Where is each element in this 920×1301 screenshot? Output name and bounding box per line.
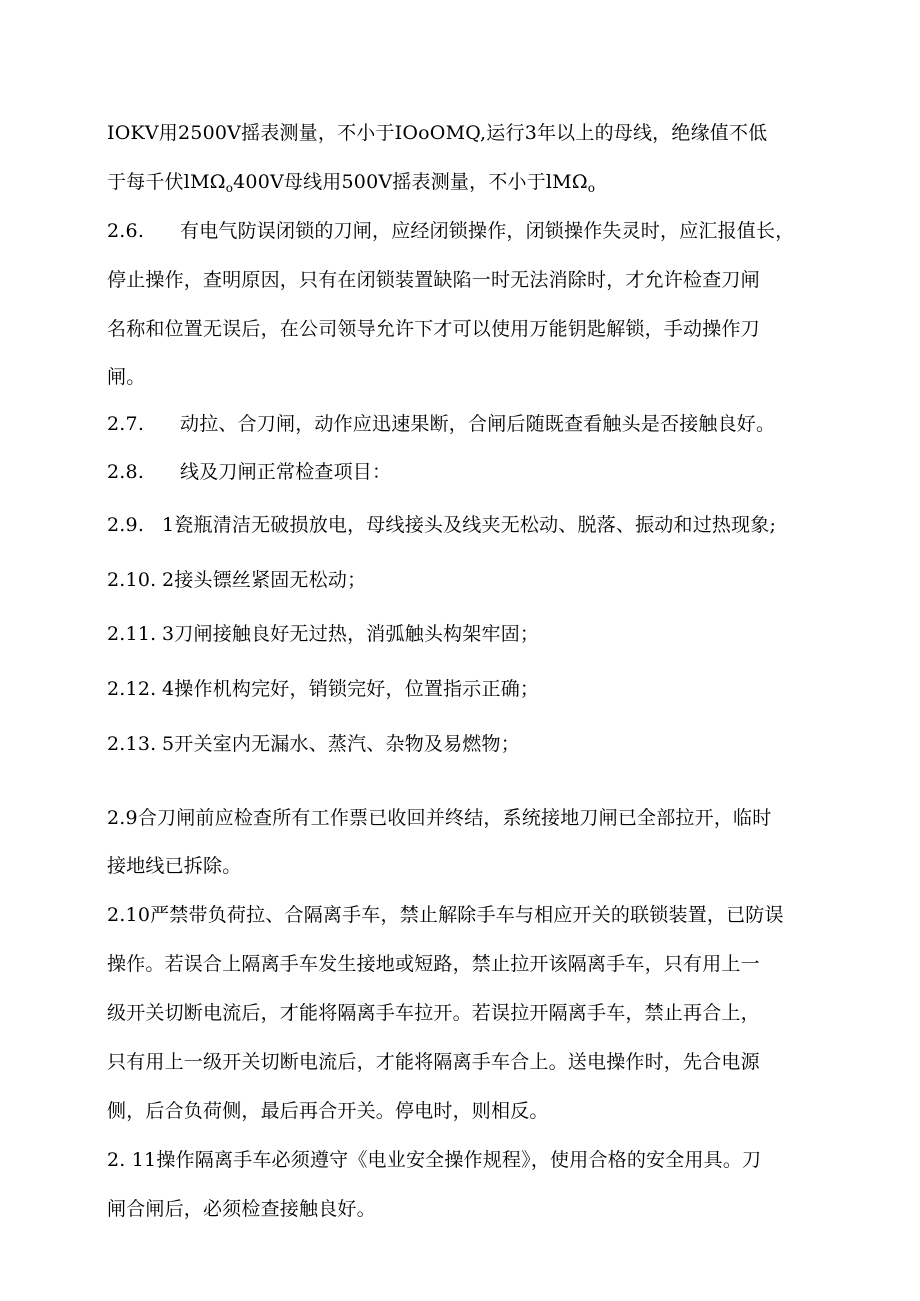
p1-line-2 (107, 170, 595, 200)
para-2-10-line-4: 只有用上一级开关切断电流后，才能将隔离手车合上。送电操作时，先合电源 (107, 1051, 760, 1073)
item-text: 有电气防误闭锁的刀闸，应经闭锁操作，闭锁操作失灵时，应汇报值长， (180, 220, 795, 242)
p1-line-1: IOKV用2500V摇表测量，不小于IOoOMQ,运行3年以上的母线，绝缘值不低 (107, 122, 768, 144)
item-2-9 (107, 513, 776, 537)
item-2-7 (107, 412, 775, 436)
p1-line-2-part-a: 于每千伏lMΩ (107, 171, 226, 193)
item-number: 2.13. (107, 733, 157, 755)
item-2-11 (107, 622, 539, 646)
item-text: 动拉、合刀闸，动作应迅速果断，合闸后随既查看触头是否接触良好。 (180, 413, 776, 435)
para-2-10-line-1: 2.10严禁带负荷拉、合隔离手车，禁止解除手车与相应开关的联锁装置，已防误 (107, 904, 784, 926)
para-2-9-line-2: 接地线已拆除。 (107, 855, 242, 877)
para-2-9-line-1: 2.9合刀闸前应检查所有工作票已收回并终结，系统接地刀闸已全部拉开，临时 (107, 807, 772, 829)
item-number: 2.9. (107, 514, 145, 536)
item-number: 2.6. (107, 220, 145, 242)
p1-line-2-part-b: 400V母线用500V摇表测量，不小于lMΩ (233, 171, 588, 193)
item-2-8 (107, 460, 391, 484)
item-number: 2.7. (107, 413, 145, 435)
item-number: 2.8. (107, 461, 145, 483)
item-2-12 (107, 677, 539, 701)
p1-line-2-sub-2: o (587, 181, 596, 195)
para-2-10-line-5: 侧，后合负荷侧，最后再合开关。停电时，则相反。 (107, 1100, 549, 1122)
item-2-6-line-1 (107, 219, 794, 243)
item-2-6-line-4: 闸。 (107, 366, 146, 388)
p1-line-2-sub-1: o (225, 181, 234, 195)
item-text: 5开关室内无漏水、蒸汽、杂物及易燃物； (162, 733, 520, 755)
para-2-10-line-2: 操作。若误合上隔离手车发生接地或短路，禁止拉开该隔离手车，只有用上一 (107, 953, 760, 975)
para-2-10-line-3: 级开关切断电流后，才能将隔离手车拉开。若误拉开隔离手车，禁止再合上， (107, 1002, 760, 1024)
item-text: 2接头镖丝紧固无松动； (162, 569, 367, 591)
item-2-6-line-2: 停止操作，查明原因，只有在闭锁装置缺陷一时无法消除时，才允许检查刀闸 (107, 269, 760, 291)
item-text: 3刀闸接触良好无过热，消弧触头构架牢固； (162, 623, 540, 645)
item-number: 2.12. (107, 678, 157, 700)
item-2-13 (107, 732, 520, 756)
item-number: 2.11. (107, 623, 157, 645)
item-text: 线及刀闸正常检查项目： (180, 461, 392, 483)
item-text: 4操作机构完好，销锁完好，位置指示正确； (162, 678, 540, 700)
item-2-10 (107, 568, 366, 592)
item-text: 1瓷瓶清洁无破损放电，母线接头及线夹无松动、脱落、振动和过热现象; (162, 514, 777, 536)
para-2-11-line-1: 2. 11操作隔离手车必须遵守《电业安全操作规程》，使用合格的安全用具。刀 (107, 1149, 762, 1171)
item-2-6-line-3: 名称和位置无误后，在公司领导允许下才可以使用万能钥匙解锁，手动操作刀 (107, 318, 760, 340)
item-number: 2.10. (107, 569, 157, 591)
para-2-11-line-2: 闸合闸后，必须检查接触良好。 (107, 1198, 376, 1220)
